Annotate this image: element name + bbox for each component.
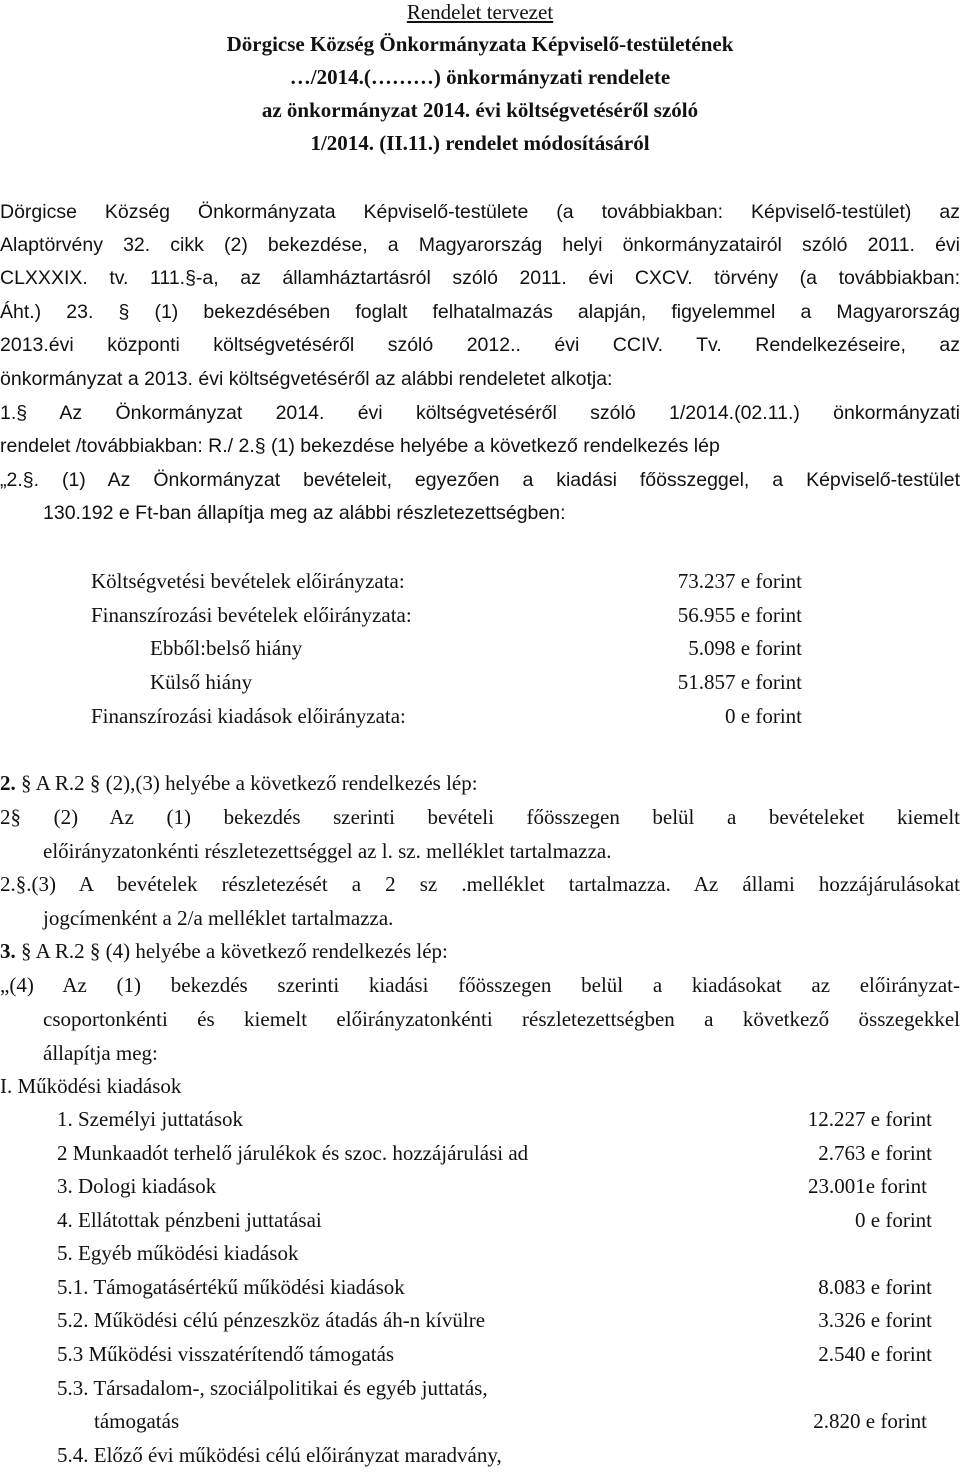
expense-value: 23.001e forint <box>808 1174 927 1198</box>
section-2-number: 2. <box>0 771 16 795</box>
preamble-line-2: Alaptörvény 32. cikk (2) bekezdése, a Magyarország helyi önkormányzatairól szóló 2011. évi <box>0 234 960 256</box>
expense-value: 2.540 e forint <box>818 1342 932 1366</box>
budget-value: 73.237 e forint <box>677 569 802 593</box>
expense-label: 5.3 Működési visszatérítendő támogatás <box>57 1342 395 1366</box>
section-3-para-line-1: „(4) Az (1) bekezdés szerinti kiadási főösszegen belül a kiadásokat az előirányzat- <box>0 973 960 997</box>
expense-label: 5.4. Előző évi működési célú előirányzat maradvány, <box>57 1443 502 1467</box>
expense-value: 2.820 e forint <box>813 1409 927 1433</box>
expense-value: 12.227 e forint <box>807 1107 932 1131</box>
document-title-line-1: Dörgicse Község Önkormányzata Képviselő-testületének <box>226 32 734 56</box>
document-title-line-3: az önkormányzat 2014. évi költségvetéséről szóló <box>261 98 699 122</box>
preamble-line-6: önkormányzat a 2013. évi költségvetéséről az alábbi rendeletet alkotja: <box>0 368 613 390</box>
preamble-line-5: 2013.évi központi költségvetéséről szóló 2012.. évi CCIV. Tv. Rendelkezéseire, az <box>0 334 960 356</box>
document-label: Rendelet tervezet <box>406 0 554 24</box>
budget-value: 51.857 e forint <box>677 670 802 694</box>
section-3-para-line-3: állapítja meg: <box>43 1041 158 1065</box>
expense-label: 5.3. Társadalom-, szociálpolitikai és egyéb juttatás, <box>57 1376 488 1400</box>
expense-label: 4. Ellátottak pénzbeni juttatásai <box>57 1208 322 1232</box>
preamble-line-4: Áht.) 23. § (1) bekezdésében foglalt felhatalmazás alapján, figyelemmel a Magyarország <box>0 301 960 323</box>
document-title-line-4: 1/2014. (II.11.) rendelet módosításáról <box>310 131 650 155</box>
section-3-number: 3. <box>0 939 16 963</box>
budget-label: Finanszírozási kiadások előirányzata: <box>91 704 406 728</box>
section-2-para-1-line-1: 2§ (2) Az (1) bekezdés szerinti bevételi főösszegen belül a bevételeket kiemelt <box>0 805 960 829</box>
section-2-heading-text: § A R.2 § (2),(3) helyébe a következő rendelkezés lép: <box>21 771 478 795</box>
section-1-line-4: 130.192 e Ft-ban állapítja meg az alábbi részletezettségben: <box>43 502 566 524</box>
section-3-para-line-2: csoportonkénti és kiemelt előirányzatonkénti részletezettségben a következő összegekkel <box>43 1007 960 1031</box>
section-2-para-2-line-1: 2.§.(3) A bevételek részletezését a 2 sz .melléklet tartalmazza. Az állami hozzájárulásokat <box>0 872 960 896</box>
budget-value: 5.098 e forint <box>688 636 802 660</box>
expense-value: 2.763 e forint <box>818 1141 932 1165</box>
budget-label: Finanszírozási bevételek előirányzata: <box>91 603 412 627</box>
budget-label: Költségvetési bevételek előirányzata: <box>91 569 405 593</box>
section-2-para-1-line-2: előirányzatonkénti részletezettséggel az l. sz. melléklet tartalmazza. <box>43 839 612 863</box>
section-1-line-1: 1.§ Az Önkormányzat 2014. évi költségvetéséről szóló 1/2014.(02.11.) önkormányzati <box>0 402 960 424</box>
expense-label: 5.2. Működési célú pénzeszköz átadás áh-n kívülre <box>57 1308 486 1332</box>
budget-value: 0 e forint <box>725 704 802 728</box>
section-2-para-2-line-2: jogcímenként a 2/a melléklet tartalmazza. <box>43 906 394 930</box>
preamble-line-3: CLXXXIX. tv. 111.§-a, az államháztartásról szóló 2011. évi CXCV. törvény (a továbbiakban: <box>0 267 960 289</box>
section-3-heading-text: § A R.2 § (4) helyébe a következő rendelkezés lép: <box>21 939 448 963</box>
expenses-heading: I. Működési kiadások <box>0 1074 182 1098</box>
expense-label: 3. Dologi kiadások <box>57 1174 217 1198</box>
expense-value: 8.083 e forint <box>818 1275 932 1299</box>
section-1-line-3: „2.§. (1) Az Önkormányzat bevételeit, egyezően a kiadási főösszeggel, a Képviselő-testület <box>0 469 960 491</box>
section-2-heading <box>0 767 478 800</box>
document-title-line-2: …/2014.(………) önkormányzati rendelete <box>289 65 671 89</box>
expense-label: 2 Munkaadót terhelő járulékok és szoc. hozzájárulási ad <box>57 1141 529 1165</box>
expense-value: 0 e forint <box>855 1208 932 1232</box>
expense-label: 5.1. Támogatásértékű működési kiadások <box>57 1275 405 1299</box>
budget-label: Ebből:belső hiány <box>150 636 303 660</box>
budget-label: Külső hiány <box>150 670 253 694</box>
expense-label: támogatás <box>94 1409 180 1433</box>
expense-label: 1. Személyi juttatások <box>57 1107 244 1131</box>
budget-value: 56.955 e forint <box>677 603 802 627</box>
section-1-line-2: rendelet /továbbiakban: R./ 2.§ (1) bekezdése helyébe a következő rendelkezés lép <box>0 435 720 457</box>
expense-label: 5. Egyéb működési kiadások <box>57 1241 299 1265</box>
preamble-line-1: Dörgicse Község Önkormányzata Képviselő-testülete (a továbbiakban: Képviselő-testület) az <box>0 201 960 223</box>
expense-value: 3.326 e forint <box>818 1308 932 1332</box>
section-3-heading <box>0 935 448 968</box>
